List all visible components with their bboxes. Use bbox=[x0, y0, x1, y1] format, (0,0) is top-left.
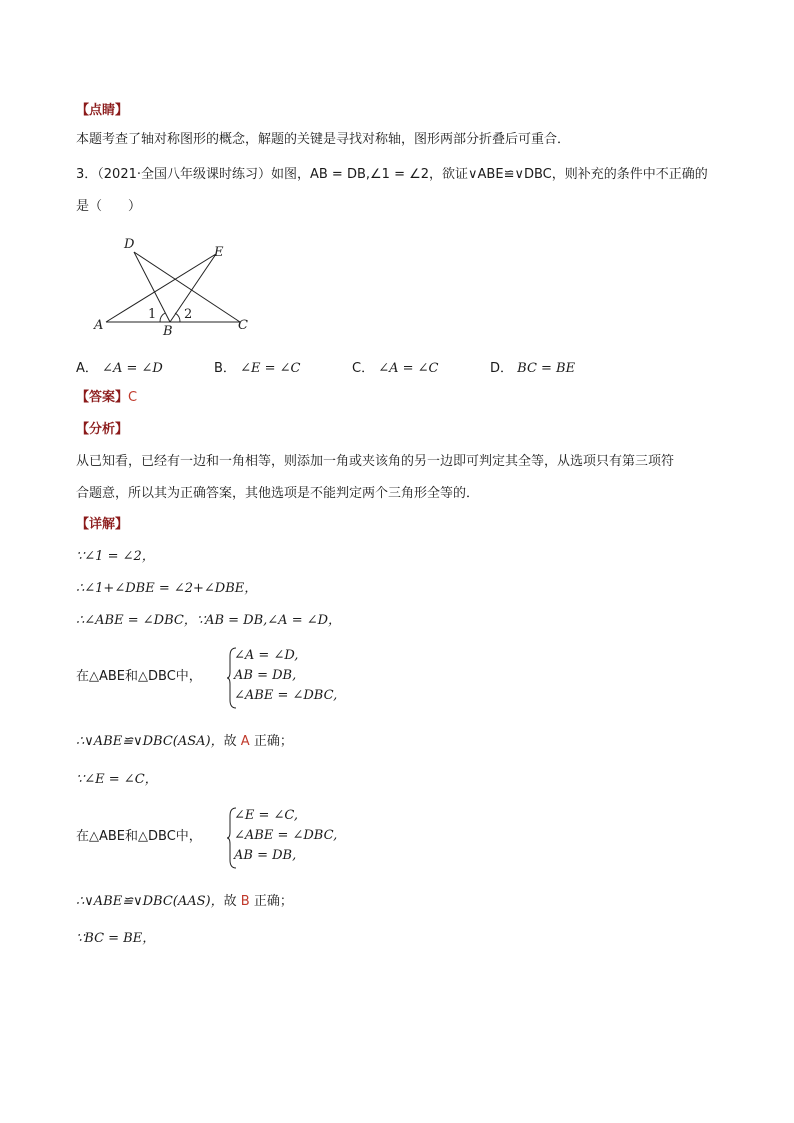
conclusion-1-end: 正确； bbox=[253, 734, 293, 749]
system-1-prefix: 在△ABE和△DBC中， bbox=[76, 669, 202, 684]
answer-row bbox=[76, 389, 137, 407]
analysis-heading: 【分析】 bbox=[76, 422, 129, 437]
option-d-label: D． bbox=[490, 361, 514, 376]
label-angle-2: 2 bbox=[184, 307, 193, 322]
dianjing-heading: 【点睛】 bbox=[76, 103, 129, 118]
answer-heading: 【答案】 bbox=[76, 390, 129, 405]
system-1-row-3: ∠ABE = ∠DBC, bbox=[234, 688, 338, 703]
detail-heading: 【详解】 bbox=[76, 517, 129, 532]
line-B-E bbox=[170, 254, 216, 322]
system-2-row-3: AB = DB, bbox=[234, 848, 297, 863]
detail-line-3: ∴∠ABE = ∠DBC，∵AB = DB,∠A = ∠D， bbox=[76, 613, 342, 628]
conclusion-2 bbox=[76, 893, 293, 911]
conclusion-2-text: 故 bbox=[223, 894, 237, 909]
label-C: C bbox=[238, 318, 248, 333]
system-1-row-1: ∠A = ∠D, bbox=[234, 648, 299, 663]
question-line-2: 是（ ） bbox=[76, 199, 142, 214]
system-1-rows bbox=[234, 646, 337, 706]
line-A-E bbox=[106, 254, 216, 322]
option-b-text: ∠E = ∠C bbox=[240, 361, 301, 376]
option-a-label: A． bbox=[76, 361, 98, 376]
option-b-label: B． bbox=[214, 361, 236, 376]
system-2-prefix: 在△ABE和△DBC中， bbox=[76, 829, 202, 844]
conclusion-2-letter: B bbox=[240, 894, 250, 909]
detail-line-2: ∴∠1+∠DBE = ∠2+∠DBE， bbox=[76, 581, 258, 596]
conclusion-1-text: 故 bbox=[223, 734, 237, 749]
label-E: E bbox=[214, 245, 224, 260]
option-c bbox=[352, 357, 439, 376]
option-a-text: ∠A = ∠D bbox=[102, 361, 163, 376]
question-line-1: 3．（2021·全国八年级课时练习）如图，AB = DB,∠1 = ∠2，欲证∨ABE≌∨DBC，则补充的条件中不正确的 bbox=[76, 167, 708, 182]
system-1-row-2: AB = DB, bbox=[234, 668, 297, 683]
label-angle-1: 1 bbox=[148, 307, 157, 322]
conclusion-1 bbox=[76, 733, 293, 751]
label-A: A bbox=[94, 318, 104, 333]
conclusion-1-math: ∴∨ABE≌∨DBC(ASA)， bbox=[76, 734, 224, 749]
conclusion-1-letter: A bbox=[240, 734, 250, 749]
option-c-label: C． bbox=[352, 361, 375, 376]
conclusion-2-math: ∴∨ABE≌∨DBC(AAS)， bbox=[76, 894, 224, 909]
analysis-line-1: 从已知看，已经有一边和一角相等，则添加一角或夹该角的另一边即可判定其全等，从选项只有第三项符 bbox=[76, 454, 675, 469]
answer-value: C bbox=[128, 390, 138, 405]
answer-options bbox=[76, 357, 716, 375]
option-b bbox=[214, 357, 300, 376]
triangle-figure bbox=[90, 236, 270, 346]
system-2-row-1: ∠E = ∠C, bbox=[234, 808, 299, 823]
label-B: B bbox=[163, 324, 173, 339]
option-a bbox=[76, 357, 163, 376]
detail-line-5: ∵BC = BE， bbox=[76, 931, 156, 946]
analysis-line-2: 合题意，所以其为正确答案，其他选项是不能判定两个三角形全等的． bbox=[76, 486, 480, 501]
dianjing-text: 本题考查了轴对称图形的概念，解题的关键是寻找对称轴，图形两部分折叠后可重合． bbox=[76, 132, 571, 147]
label-D: D bbox=[124, 237, 135, 252]
option-c-text: ∠A = ∠C bbox=[378, 361, 439, 376]
option-d bbox=[490, 357, 575, 376]
option-d-text: BC = BE bbox=[517, 361, 576, 376]
conclusion-2-end: 正确； bbox=[253, 894, 293, 909]
system-2-rows bbox=[234, 806, 337, 866]
detail-line-1: ∵∠1 = ∠2， bbox=[76, 549, 155, 564]
angle-1-arc bbox=[160, 313, 165, 322]
detail-line-4: ∵∠E = ∠C， bbox=[76, 772, 158, 787]
system-2-row-2: ∠ABE = ∠DBC, bbox=[234, 828, 338, 843]
